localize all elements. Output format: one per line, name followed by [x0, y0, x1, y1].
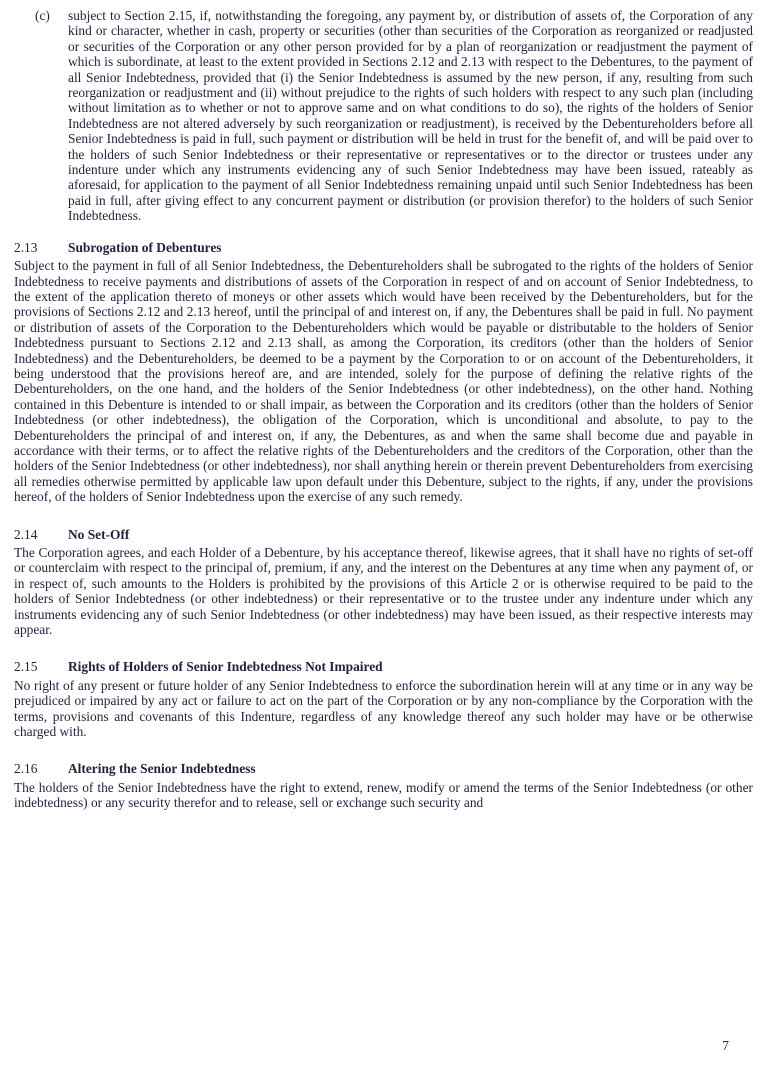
section-2-15-body: No right of any present or future holder of any Senior Indebtedness to enforce the subordination herein will at any time or in any way be prejudiced or impaired by any act or failure to act on the part of the Corporation or by any non-compliance by the Corporation with the terms, provisions and covenants of this Indenture, regardless of any knowledge thereof any such holder may have or be otherwise charged with.: [14, 677, 753, 740]
section-title: Rights of Holders of Senior Indebtedness Not Impaired: [68, 659, 383, 675]
section-title: Altering the Senior Indebtedness: [68, 761, 256, 777]
section-2-14-heading: [14, 527, 753, 542]
clause-c: [14, 8, 753, 224]
section-number: 2.14: [14, 526, 38, 542]
section-2-14: [14, 527, 753, 638]
section-2-14-body: The Corporation agrees, and each Holder of a Debenture, by his acceptance thereof, likewise agrees, that it shall have no rights of set-off or counterclaim with respect to the principal of, premium, if any, and the interest on the Debentures at any time when any payment of, or in respect of, such amounts to the Holders is prohibited by the provisions of this Article 2 or is otherwise required to be paid to the holders of Senior Indebtedness (or other indebtedness) or their representative or to the trustee under any indenture under which any instruments evidencing any of such Senior Indebtedness (or other indebtedness) may have been issued, as their respective interests may appear.: [14, 545, 753, 638]
section-2-16: [14, 761, 753, 810]
section-2-16-heading: [14, 761, 753, 776]
section-title: Subrogation of Debentures: [68, 239, 222, 255]
section-2-13-heading: [14, 240, 753, 255]
section-2-15: [14, 659, 753, 739]
section-number: 2.13: [14, 239, 38, 255]
section-2-15-heading: [14, 659, 753, 674]
clause-c-label: (c): [35, 8, 50, 23]
section-2-13-body: Subject to the payment in full of all Senior Indebtedness, the Debentureholders shall be subrogated to the rights of the holders of Senior Indebtedness to receive payments and distributions of assets of the Corporation in respect of and on account of Senior Indebtedness, to the extent of the application thereto of moneys or other assets which would have been received by the Debentureholders, but for the provisions of Sections 2.12 and 2.13 hereof, until the principal of and interest on, if any, the Debentures shall be paid in full. No payment or distribution of assets of the Corporation to the Debentureholders which would be payable or distributable to the holders of Senior Indebtedness pursuant to Sections 2.12 and 2.13 shall, as among the Corporation, its creditors (other than the holders of Senior Indebtedness) and the Debentureholders, be deemed to be a payment by the Corporation to or on account of the Debentureholders, it being understood that the provisions hereof are, and are intended, solely for the purpose of defining the relative rights of the Debentureholders, on the one hand, and the holders of the Senior Indebtedness (or other indebtedness), on the other hand. Nothing contained in this Debenture is intended to or shall impair, as between the Corporation and its creditors (other than the holders of Senior Indebtedness (or other indebtedness), the obligation of the Corporation, which is unconditional and absolute, to pay to the Debentureholders the principal of and interest on, if any, the Debentures, as and when the same shall become due and payable in accordance with their terms, or to affect the relative rights of the Debentureholders and the creditors of the Corporation, other than the holders of the Senior Indebtedness (or other indebtedness), nor shall anything herein or therein prevent Debentureholders from exercising all remedies otherwise permitted by applicable law upon default under this Debenture, subject to the rights, if any, under the provisions hereof, of the holders of Senior Indebtedness upon the exercise of any such remedy.: [14, 258, 753, 505]
section-2-16-body: The holders of the Senior Indebtedness have the right to extend, renew, modify or amend the terms of the Senior Indebtedness (or other indebtedness) or any security therefor and to release, sell or exchange such security and: [14, 779, 753, 811]
section-number: 2.16: [14, 761, 38, 777]
section-title: No Set-Off: [68, 526, 130, 542]
section-number: 2.15: [14, 659, 38, 675]
page-number: 7: [722, 1037, 729, 1053]
section-2-13: [14, 240, 753, 505]
clause-c-text: subject to Section 2.15, if, notwithstanding the foregoing, any payment by, or distribution of assets of, the Corporation of any kind or character, whether in cash, property or securities (other than securities of the Corporation as reorganized or readjusted or securities of the Corporation or any other person provided for by a plan of reorganization or readjustment the payment of which is subordinate, at least to the extent provided in Sections 2.12 and 2.13 with respect to the Debentures, to the payment of all Senior Indebtedness, provided that (i) the Senior Indebtedness is assumed by the new person, if any, resulting from such reorganization or readjustment and (ii) without prejudice to the rights of such holders with respect to any such plan (including without limitation as to whether or not to approve same and on what conditions to do so), the rights of the holders of Senior Indebtedness are not altered adversely by such reorganization or readjustment), is received by the Debentureholders before all Senior Indebtedness is paid in full, such payment or distribution will be held in trust for the benefit of, and will be paid over to the holders of such Senior Indebtedness or their representative or representatives or to the director or trustees under any indenture under which any instruments evidencing any of such Senior Indebtedness may have been issued, rateably as aforesaid, for application to the payment of all Senior Indebtedness remaining unpaid until such Senior Indebtedness has been paid in full, after giving effect to any concurrent payment or distribution (or provision therefor) to the holders of such Senior Indebtedness.: [68, 8, 753, 224]
